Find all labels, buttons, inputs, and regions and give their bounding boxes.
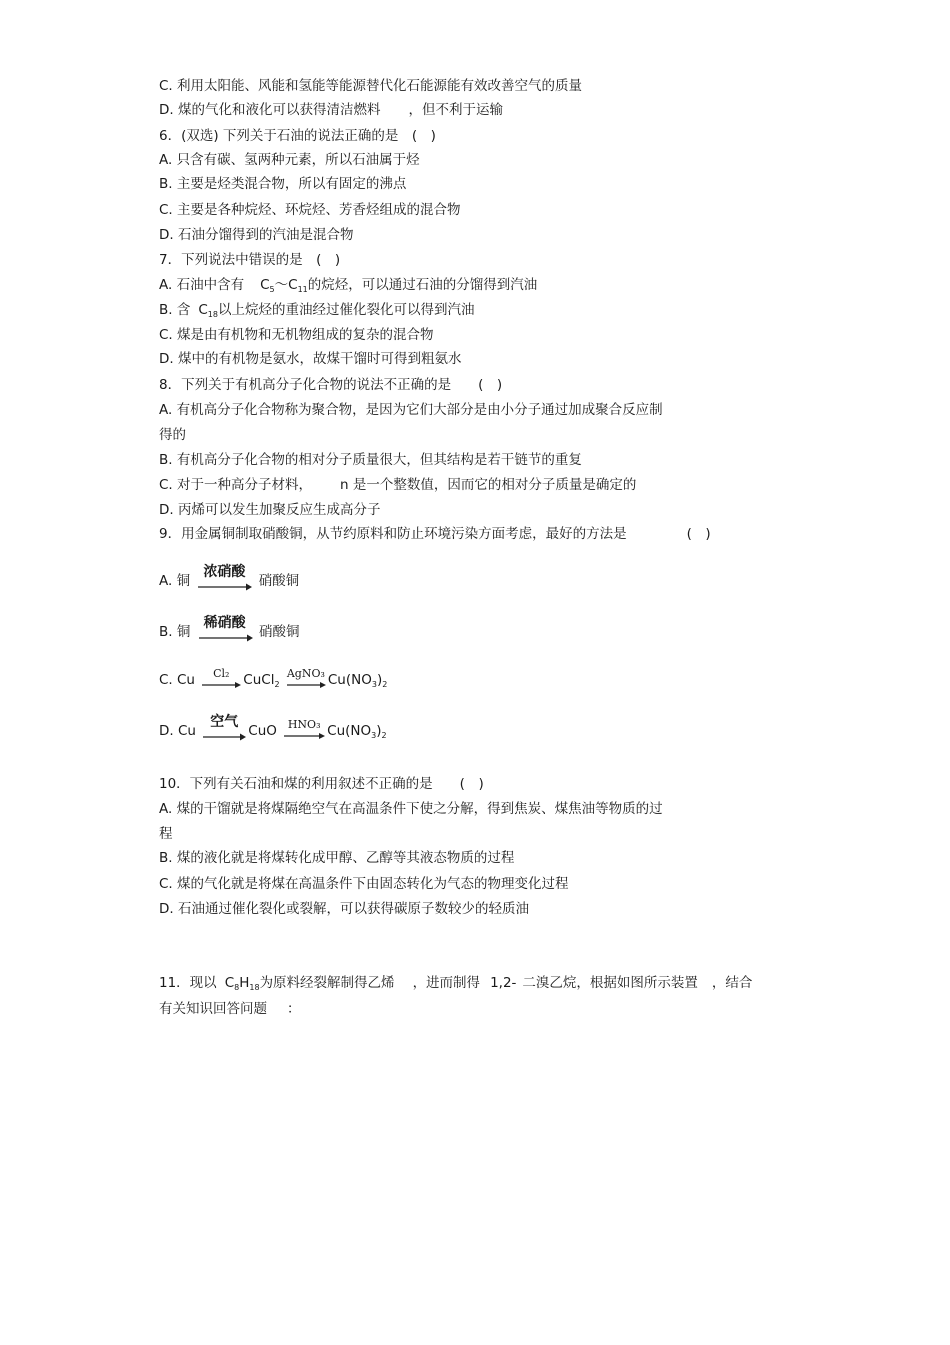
q6-stem: 6．(双选) 下列关于石油的说法正确的是 ( ) xyxy=(159,128,436,144)
q11-stem-line1 xyxy=(159,974,752,997)
q11-h-subscript: 18 xyxy=(249,983,260,992)
q9-a-post: 硝酸铜 xyxy=(258,573,300,589)
q10-option-b: B. 煤的液化就是将煤转化成甲醇、乙醇等其液态物质的过程 xyxy=(159,850,515,866)
q9-c-reaction-arrow-2 xyxy=(286,667,326,690)
q7-c-subscript-2: 11 xyxy=(297,285,308,294)
q11-part5: ，根据如图所示装置 xyxy=(576,975,698,991)
q9-c-post-end: ) xyxy=(376,672,383,688)
q8-option-c-post: n 是一个整数值，因而它的相对分子质量是确定的 xyxy=(340,477,637,493)
q5-option-d xyxy=(159,101,503,119)
q8-option-a-line2: 得的 xyxy=(159,427,186,443)
q9-c-arrow-label-1: Cl₂ xyxy=(213,667,230,680)
q8-option-c xyxy=(159,476,636,494)
q6-option-d: D. 石油分馏得到的汽油是混合物 xyxy=(159,227,354,243)
q11-stem-line2 xyxy=(159,1000,301,1018)
q6-option-c: C. 主要是各种烷烃、环烷烃、芳香烃组成的混合物 xyxy=(159,202,461,218)
q7-option-b-post: 以上烷烃的重油经过催化裂化可以得到汽油 xyxy=(217,302,475,318)
q7-option-b-pre: B. 含 xyxy=(159,302,191,318)
q9-d-pre: D. Cu xyxy=(159,723,196,739)
q9-stem xyxy=(159,525,711,543)
q5-option-c: C. 利用太阳能、风能和氢能等能源替代化石能源能有效改善空气的质量 xyxy=(159,78,583,94)
q10-option-a-line1: A. 煤的干馏就是将煤隔绝空气在高温条件下使之分解，得到焦炭、煤焦油等物质的过 xyxy=(159,801,663,817)
q11-line2-colon: ： xyxy=(287,1001,301,1017)
q7-b-subscript: 18 xyxy=(207,310,218,319)
q7-option-a xyxy=(159,276,537,299)
q7-option-b xyxy=(159,301,474,324)
q11-line2-text: 有关知识回答问题 xyxy=(159,1001,267,1017)
q11-h-symbol: H xyxy=(239,975,250,991)
q9-c-post: Cu(NO xyxy=(327,672,372,688)
q9-d-reaction-arrow-2 xyxy=(283,718,325,741)
q8-option-d: D. 丙烯可以发生加聚反应生成高分子 xyxy=(159,502,381,518)
q11-c-symbol: C xyxy=(224,975,235,991)
q9-c-post-subscript-2: 2 xyxy=(382,680,388,689)
q9-c-pre: C. Cu xyxy=(159,672,195,688)
q9-c-post-subscript: 3 xyxy=(371,680,377,689)
q9-c-reaction-arrow-1 xyxy=(201,667,241,690)
q9-c-mid: CuCl xyxy=(243,672,275,688)
q9-d-post-subscript-2: 2 xyxy=(381,731,387,740)
q10-option-d: D. 石油通过催化裂化或裂解，可以获得碳原子数较少的轻质油 xyxy=(159,901,529,917)
q8-option-a-line1: A. 有机高分子化合物称为聚合物，是因为它们大部分是由小分子通过加成聚合反应制 xyxy=(159,402,663,418)
q9-b-post: 硝酸铜 xyxy=(258,624,300,640)
q9-a-arrow-label: 浓硝酸 xyxy=(203,564,246,580)
q9-d-mid: CuO xyxy=(248,723,277,739)
q9-d-post-subscript: 3 xyxy=(371,731,377,740)
q8-option-b: B. 有机高分子化合物的相对分子质量很大，但其结构是若干链节的重复 xyxy=(159,452,582,468)
q11-part4: 二溴乙烷 xyxy=(522,975,577,991)
q11-c-subscript: 8 xyxy=(234,983,240,992)
q11-pre: 11．现以 xyxy=(159,975,217,991)
q8-option-c-pre: C. 对于一种高分子材料， xyxy=(159,477,313,493)
q11-part6: ，结合 xyxy=(711,975,753,991)
q11-part3: 1,2- xyxy=(490,975,517,991)
q6-option-b: B. 主要是烃类混合物，所以有固定的沸点 xyxy=(159,176,407,192)
q5-option-d-suffix: ，但不利于运输 xyxy=(408,102,503,118)
q10-stem: 10．下列有关石油和煤的利用叙述不正确的是 ( ) xyxy=(159,776,484,792)
q7-option-d: D. 煤中的有机物是氨水，故煤干馏时可得到粗氨水 xyxy=(159,351,462,367)
q9-answer-paren: ( ) xyxy=(686,526,711,542)
q9-a-reaction-arrow xyxy=(196,564,252,592)
q9-c-arrow-label-2: AgNO₃ xyxy=(286,667,325,680)
q9-d-arrow-label-1: 空气 xyxy=(210,714,239,730)
q9-option-c xyxy=(159,667,388,694)
q9-stem-text: 9．用金属铜制取硝酸铜，从节约原料和防止环境污染方面考虑，最好的方法是 xyxy=(159,526,627,542)
q9-d-post-end: ) xyxy=(376,723,382,739)
q11-part1: 为原料经裂解制得乙烯 xyxy=(259,975,395,991)
q9-b-pre: B. 铜 xyxy=(159,624,191,640)
q11-part2: ，进而制得 xyxy=(412,975,481,991)
q7-c-subscript-1: 5 xyxy=(269,285,275,294)
q7-option-a-post: 的烷烃，可以通过石油的分馏得到汽油 xyxy=(307,277,538,293)
q8-stem: 8．下列关于有机高分子化合物的说法不正确的是 ( ) xyxy=(159,377,503,393)
q9-d-arrow-label-2: HNO₃ xyxy=(287,718,321,731)
q10-option-c: C. 煤的气化就是将煤在高温条件下由固态转化为气态的物理变化过程 xyxy=(159,876,569,892)
q9-d-post: Cu(NO xyxy=(327,723,372,739)
q6-option-a: A. 只含有碳、氢两种元素，所以石油属于烃 xyxy=(159,152,420,168)
q9-b-arrow-label: 稀硝酸 xyxy=(203,615,246,631)
q7-option-a-pre: A. 石油中含有 xyxy=(159,277,245,293)
q7-c-symbol: C xyxy=(260,277,270,293)
q10-option-a-line2: 程 xyxy=(159,826,173,842)
q9-option-a xyxy=(159,564,300,592)
q9-option-d xyxy=(159,714,387,745)
q7-b-c-symbol: C xyxy=(198,302,208,318)
q7-tilde: ～C xyxy=(274,277,298,293)
q9-c-mid-subscript: 2 xyxy=(274,680,280,689)
q9-d-reaction-arrow-1 xyxy=(202,714,246,742)
q9-option-b xyxy=(159,615,300,643)
q7-stem: 7．下列说法中错误的是 ( ) xyxy=(159,252,341,268)
q9-a-pre: A. 铜 xyxy=(159,573,191,589)
q9-b-reaction-arrow xyxy=(197,615,253,643)
q7-option-c: C. 煤是由有机物和无机物组成的复杂的混合物 xyxy=(159,327,434,343)
q5-option-d-text: D. 煤的气化和液化可以获得清洁燃料 xyxy=(159,102,381,118)
